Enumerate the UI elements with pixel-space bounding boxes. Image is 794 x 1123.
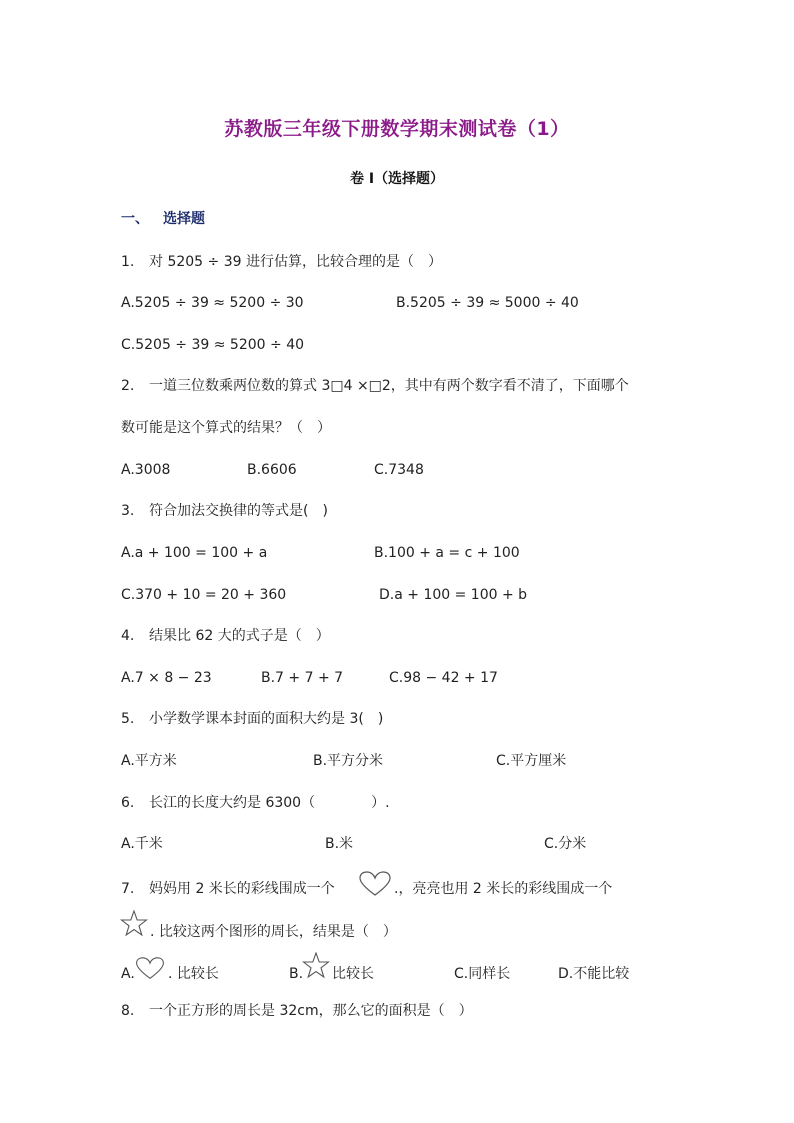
question-7-continued: . 比较这两个图形的周长，结果是（ ）: [150, 924, 397, 940]
option-3b: B.100 + a = c + 100: [374, 545, 520, 561]
question-number: 6.: [121, 795, 135, 811]
question-text: 长江的长度大约是 6300（ ）.: [149, 795, 390, 811]
option-2b: B.6606: [247, 462, 297, 478]
section-heading: [121, 208, 205, 228]
option-6a: A.千米: [121, 836, 163, 852]
option-5b: B.平方分米: [313, 753, 384, 769]
question-number: 1.: [121, 254, 135, 270]
question-2: [121, 376, 629, 396]
question-number: 7.: [121, 881, 135, 897]
option-7c: C.同样长: [454, 966, 511, 982]
question-text-part1: 妈妈用 2 米长的彩线围成一个: [149, 881, 335, 897]
question-text-part2: .，亮亮也用 2 米长的彩线围成一个: [394, 881, 613, 897]
page-title: 苏教版三年级下册数学期末测试卷（1）: [224, 118, 570, 140]
option-7a-text: . 比较长: [168, 966, 219, 982]
question-number: 4.: [121, 628, 135, 644]
option-7d: D.不能比较: [558, 966, 630, 982]
option-4a: A.7 × 8 − 23: [121, 670, 212, 686]
question-number: 5.: [121, 711, 135, 727]
question-3: [121, 501, 328, 521]
section-number: 一、: [121, 211, 149, 227]
option-2a: A.3008: [121, 462, 171, 478]
option-7b-label: B.: [289, 966, 304, 982]
question-6: [121, 793, 390, 813]
option-1b: B.5205 ÷ 39 ≈ 5000 ÷ 40: [396, 295, 579, 311]
star-icon: [120, 910, 148, 937]
page-subtitle: 卷 I（选择题）: [349, 171, 445, 187]
option-5c: C.平方厘米: [496, 753, 567, 769]
question-8: [121, 1001, 473, 1021]
option-1a: A.5205 ÷ 39 ≈ 5200 ÷ 30: [121, 295, 304, 311]
question-text: 一道三位数乘两位数的算式 3□4 ×□2，其中有两个数字看不清了，下面哪个: [149, 378, 629, 394]
option-6b: B.米: [325, 836, 354, 852]
question-number: 2.: [121, 378, 135, 394]
question-number: 3.: [121, 503, 135, 519]
option-1c: C.5205 ÷ 39 ≈ 5200 ÷ 40: [121, 337, 305, 353]
option-2c: C.7348: [374, 462, 424, 478]
option-7b-text: 比较长: [332, 966, 374, 982]
option-3c: C.370 + 10 = 20 + 360: [121, 587, 287, 603]
question-text: 结果比 62 大的式子是（ ）: [149, 628, 330, 644]
question-7: [121, 879, 335, 899]
option-7a-label: A.: [121, 966, 135, 982]
section-label: 选择题: [163, 211, 205, 227]
question-5: [121, 709, 383, 729]
option-3d: D.a + 100 = 100 + b: [379, 587, 528, 603]
question-2-continued: 数可能是这个算式的结果？（ ）: [121, 420, 331, 436]
option-3a: A.a + 100 = 100 + a: [121, 545, 268, 561]
question-text: 小学数学课本封面的面积大约是 3( ): [149, 711, 384, 727]
option-4c: C.98 − 42 + 17: [389, 670, 498, 686]
question-text: 对 5205 ÷ 39 进行估算，比较合理的是（ ）: [149, 254, 442, 270]
option-5a: A.平方米: [121, 753, 177, 769]
question-1: [121, 252, 442, 272]
heart-icon: [134, 956, 166, 981]
question-number: 8.: [121, 1003, 135, 1019]
question-4: [121, 626, 330, 646]
heart-icon: [358, 870, 392, 898]
star-icon: [302, 952, 330, 979]
question-text: 符合加法交换律的等式是( ): [149, 503, 328, 519]
option-6c: C.分米: [544, 836, 587, 852]
option-4b: B.7 + 7 + 7: [261, 670, 344, 686]
question-text: 一个正方形的周长是 32cm，那么它的面积是（ ）: [149, 1003, 473, 1019]
